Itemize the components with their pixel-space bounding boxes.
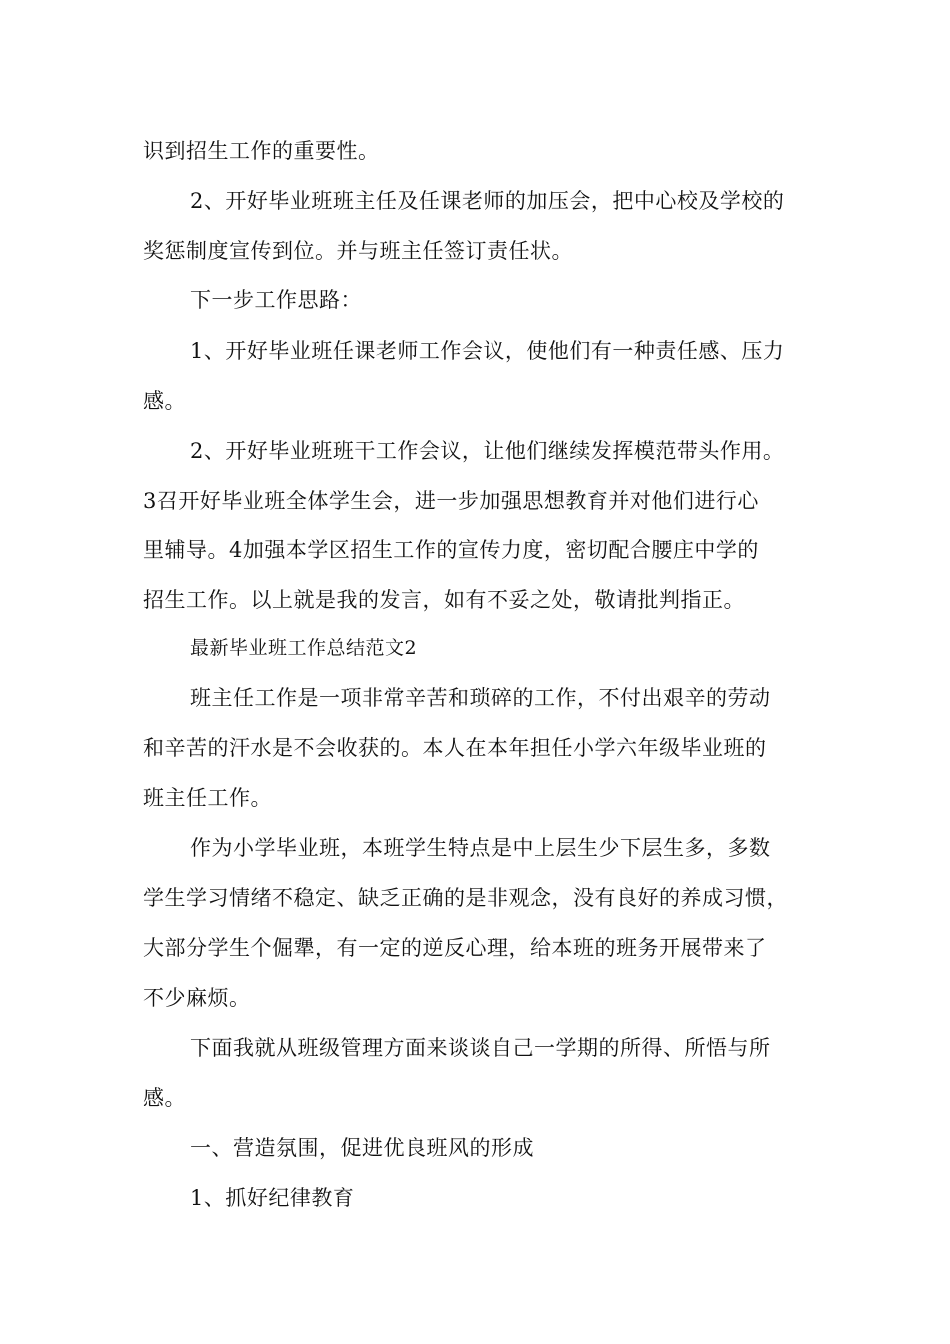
text-line: 学生学习情绪不稳定、缺乏正确的是非观念，没有良好的养成习惯， — [143, 886, 788, 910]
text-line: 大部分学生个倔犟，有一定的逆反心理，给本班的班务开展带来了 — [143, 936, 767, 960]
text-line: 作为小学毕业班，本班学生特点是中上层生少下层生多，多数 — [190, 836, 771, 860]
section-heading: 一、营造氛围，促进优良班风的形成 — [190, 1136, 534, 1160]
article-title: 最新毕业班工作总结范文2 — [190, 637, 418, 659]
text-line: 2、开好毕业班班干工作会议，让他们继续发挥模范带头作用。 — [190, 439, 785, 463]
text-line: 感。 — [143, 1086, 186, 1110]
text-line: 班主任工作是一项非常辛苦和琐碎的工作，不付出艰辛的劳动 — [190, 686, 771, 710]
text-line: 2、开好毕业班班主任及任课老师的加压会，把中心校及学校的 — [190, 189, 785, 213]
text-line: 里辅导。4加强本学区招生工作的宣传力度，密切配合腰庄中学的 — [143, 538, 759, 562]
section-heading: 下一步工作思路： — [190, 288, 362, 312]
text-line: 3召开好毕业班全体学生会，进一步加强思想教育并对他们进行心 — [143, 489, 759, 513]
text-line: 奖惩制度宣传到位。并与班主任签订责任状。 — [143, 239, 573, 263]
text-line: 和辛苦的汗水是不会收获的。本人在本年担任小学六年级毕业班的 — [143, 736, 767, 760]
text-line: 不少麻烦。 — [143, 986, 251, 1010]
text-line: 下面我就从班级管理方面来谈谈自己一学期的所得、所悟与所 — [190, 1036, 771, 1060]
subsection-heading: 1、抓好纪律教育 — [190, 1186, 355, 1210]
text-line: 1、开好毕业班任课老师工作会议，使他们有一种责任感、压力 — [190, 339, 785, 363]
text-line: 招生工作。以上就是我的发言，如有不妥之处，敬请批判指正。 — [143, 588, 745, 612]
text-line: 班主任工作。 — [143, 786, 272, 810]
text-line: 识到招生工作的重要性。 — [143, 139, 380, 163]
text-line: 感。 — [143, 389, 186, 413]
